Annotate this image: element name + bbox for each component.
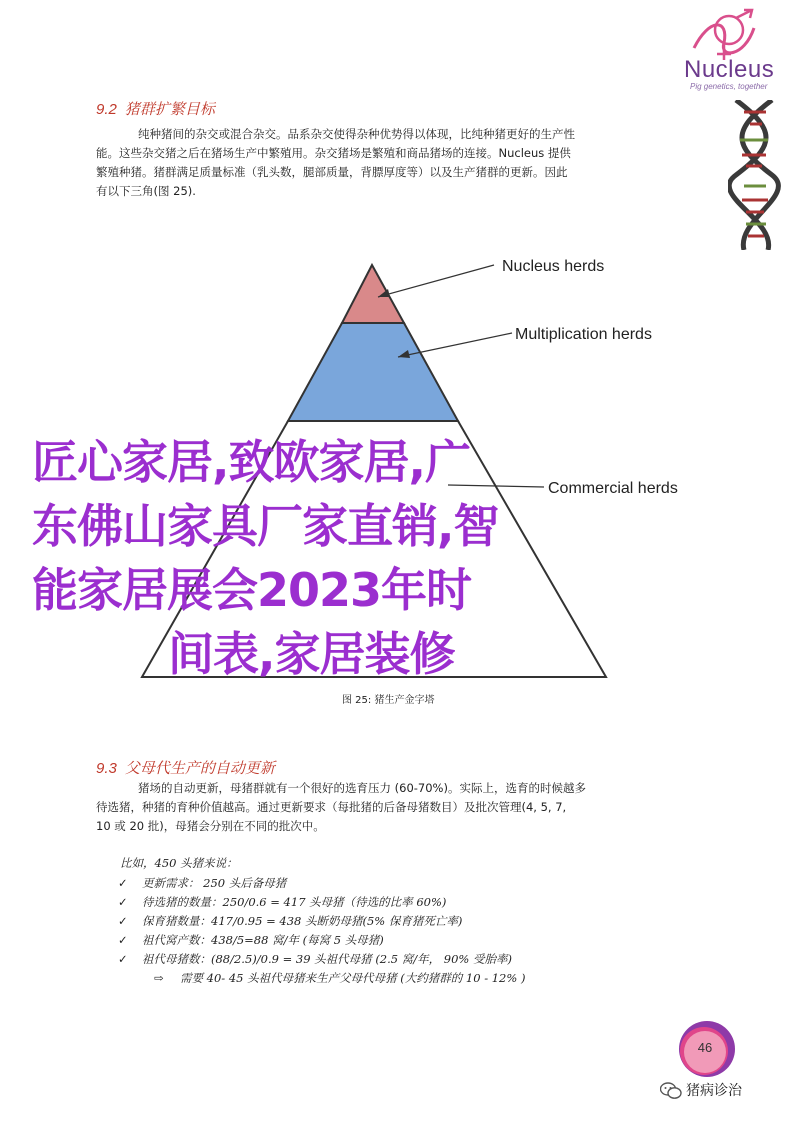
check-icon: ✓ xyxy=(118,876,128,890)
overlay-title-line: 东佛山家具厂家直销,智 xyxy=(32,499,499,553)
section-9-2-paragraph xyxy=(96,125,700,201)
example-item: ✓ 保育猪数量：417/0.95 = 438 头断奶母猪(5% 保育猪死亡率) xyxy=(118,914,463,928)
example-intro: 比如，450 头猪来说： xyxy=(120,856,238,870)
check-icon: ✓ xyxy=(118,914,128,928)
example-item: ✓ 祖代母猪数：(88/2.5)/0.9 = 39 头祖代母猪 (2.5 窝/年， 90% 受胎率) xyxy=(118,952,512,966)
example-item: ✓ 待选猪的数量：250/0.6 = 417 头母猪（待选的比率 60%) xyxy=(118,895,447,909)
section-9-3-heading xyxy=(96,757,275,778)
paragraph-line: 繁殖种猪。猪群满足质量标准（乳头数，腿部质量，背膘厚度等）以及生产猪群的更新。因此 xyxy=(96,165,568,179)
section-number: 9.2 xyxy=(96,101,117,118)
section-9-2-heading xyxy=(96,98,215,119)
wechat-icon xyxy=(660,1082,682,1100)
overlay-title-line: 匠心家居,致欧家居,广 xyxy=(32,435,470,489)
label-nucleus-herds: Nucleus herds xyxy=(502,258,605,275)
overlay-title-line: 能家居展会2023年时 xyxy=(32,563,472,617)
dna-helix-icon xyxy=(728,100,784,250)
section-9-3-paragraph xyxy=(96,779,700,836)
paragraph-line: 待选猪，种猪的育种价值越高。通过更新要求（每批猪的后备母猪数目）及批次管理(4, 5, 7, xyxy=(96,800,567,814)
figure-caption: 图 25: 猪生产金字塔 xyxy=(342,695,435,706)
check-icon: ✓ xyxy=(118,895,128,909)
overlay-title-line: 间表,家居装修 xyxy=(168,627,455,681)
wechat-watermark xyxy=(660,1080,742,1100)
label-multiplication-herds: Multiplication herds xyxy=(515,326,652,343)
brand-tagline: Pig genetics, together xyxy=(690,82,768,91)
pyramid-middle-tier xyxy=(288,323,458,421)
check-icon: ✓ xyxy=(118,933,128,947)
example-arrow-item: ⇨ 需要 40- 45 头祖代母猪来生产父母代母猪 (大约猪群的 10 - 12% ) xyxy=(154,971,526,985)
section-title: 父母代生产的自动更新 xyxy=(124,760,275,777)
label-pointer-nucleus xyxy=(378,265,494,297)
label-commercial-herds: Commercial herds xyxy=(548,480,678,497)
paragraph-line: 猪场的自动更新，母猪群就有一个很好的选育压力 (60-70%)。实际上，选育的时候越多 xyxy=(138,781,586,795)
arrow-right-icon: ⇨ xyxy=(154,971,164,985)
example-item: ✓ 更新需求： 250 头后备母猪 xyxy=(118,876,287,890)
overlay-title xyxy=(32,430,732,686)
section-title: 猪群扩繁目标 xyxy=(124,101,215,118)
paragraph-line: 10 或 20 批)，母猪会分别在不同的批次中。 xyxy=(96,819,325,833)
brand-name: Nucleus xyxy=(684,56,775,83)
page-number: 46 xyxy=(697,1040,713,1055)
paragraph-line: 纯种猪间的杂交或混合杂交。品系杂交使得杂种优势得以体现，比纯种猪更好的生产性 xyxy=(138,127,575,141)
pyramid-top-tier xyxy=(342,265,404,323)
paragraph-line: 能。这些杂交猪之后在猪场生产中繁殖用。杂交猪场是繁殖和商品猪场的连接。Nucleus 提供 xyxy=(96,146,571,160)
wechat-account-name: 猪病诊治 xyxy=(686,1083,742,1099)
example-item: ✓ 祖代窝产数：438/5=88 窝/年 (每窝 5 头母猪) xyxy=(118,933,384,947)
paragraph-line: 有以下三角(图 25). xyxy=(96,184,196,198)
section-number: 9.3 xyxy=(96,760,117,777)
check-icon: ✓ xyxy=(118,952,128,966)
nucleus-logo-mark xyxy=(684,8,774,63)
